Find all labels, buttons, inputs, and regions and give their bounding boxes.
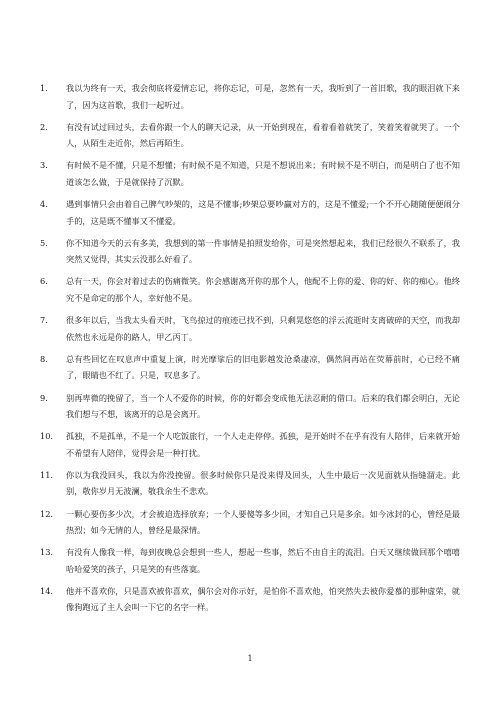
item-text: 你以为我没回头，我以为你没挽留。很多时候你只是没来得及回头，人生中最后一次见面就从指缝溜走。此别，敬你岁月无波澜，敬我余生不悲欢。: [66, 469, 460, 497]
item-number: 14.: [40, 585, 54, 596]
item-text: 他并不喜欢你，只是喜欢被你喜欢，偶尔会对你示好，是怕你不喜欢他，怕突然失去被你爱慕的那种虚荣，就像狗跑远了主人会叫一下它的名字一样。: [66, 585, 460, 613]
item-number: 3.: [40, 160, 48, 171]
item-text: 总有些回忆在叹息声中重复上演，时光摩挲后的旧电影越发沧桑凄凉，偶然间再站在荧幕前时，心已经不痛了，眼睛也不红了。只是，叹息多了。: [66, 353, 460, 381]
item-number: 9.: [40, 392, 48, 403]
list-item: [40, 390, 460, 429]
list-item: [40, 235, 460, 274]
item-number: 10.: [40, 431, 54, 442]
item-text: 有没有试过回过头，去看你跟一个人的聊天记录，从一开始到现在，看着看着就笑了，笑着笑着就哭了。一个人，从陌生走近你，然后再陌生。: [66, 121, 460, 149]
item-text: 总有一天，你会对着过去的伤痛微笑。你会感谢离开你的那个人，他配不上你的爱、你的好、你的痴心。他终究不是命定的那个人，幸好他不是。: [66, 276, 460, 303]
item-number: 11.: [40, 469, 54, 480]
list-item: [40, 80, 460, 119]
item-number: 13.: [40, 547, 54, 558]
list-item: [40, 196, 460, 235]
item-number: 8.: [40, 353, 48, 364]
item-text: 别再卑微的挽留了，当一个人不爱你的时候，你的好都会变成他无法忍耐的借口。后来的我们都会明白，无论我们想与不想，该离开的总是会离开。: [66, 392, 460, 419]
item-number: 12.: [40, 508, 54, 519]
item-number: 4.: [40, 199, 48, 210]
list-item: [40, 119, 460, 158]
item-text: 一颗心要伤多少次，才会被迫选择放弃；一个人要傻等多少回，才知自己只是多余。如今冰封的心，曾经是最热烈；如今无情的人，曾经是最深情。: [66, 508, 460, 536]
list-item: [40, 583, 460, 622]
item-text: 你不知道今天的云有多美，我想到的第一件事情是拍照发给你，可是突然想起来，我们已经很久不联系了，我突然又觉得，其实云没那么好看了。: [66, 237, 460, 265]
list-item: [40, 506, 460, 545]
list-item: [40, 157, 460, 196]
quote-list: [40, 80, 460, 622]
item-number: 1.: [40, 83, 48, 93]
list-item: [40, 544, 460, 583]
list-item: [40, 351, 460, 390]
item-number: 7.: [40, 315, 48, 326]
list-item: [40, 273, 460, 312]
item-number: 2.: [40, 121, 48, 132]
item-number: 5.: [40, 237, 48, 248]
list-item: [40, 312, 460, 351]
item-text: 遇到事情只会由着自己脾气吵架的，这是不懂事;吵架总要吵赢对方的，这是不懂爱;一个不开心随随便便闹分手的，这是既不懂事又不懂爱。: [66, 199, 460, 226]
item-text: 有时候不是不懂，只是不想懂；有时候不是不知道，只是不想说出来；有时候不是不明白，而是明白了也不知道该怎么做，于是就保持了沉默。: [66, 160, 460, 187]
item-text: 孤独，不是孤单，不是一个人吃饭旅行，一个人走走停停。孤独，是开始时不在乎有没有人陪伴，后来就开始不希望有人陪伴，觉得会是一种打扰。: [66, 431, 460, 458]
item-text: 有没有人像我一样，每到夜晚总会想到一些人，想起一些事，然后不由自主的流泪。白天又继续做回那个嘻嘻哈哈爱笑的孩子，只是笑的有些落寞。: [66, 547, 460, 574]
list-item: [40, 467, 460, 506]
item-text: 我以为终有一天，我会彻底将爱情忘记，将你忘记，可是，忽然有一天，我听到了一首旧歌，我的眼泪就下来了，因为这首歌，我们一起听过。: [66, 83, 460, 110]
page-number: 1: [247, 654, 253, 663]
item-text: 很多年以后，当我太头看天时，飞鸟掠过的痕迹已找不到，只剩晃悠悠的浮云流逝时支离破碎的天空，而我却依然也永远是你的路人，甲乙丙丁。: [66, 315, 460, 342]
item-number: 6.: [40, 276, 48, 287]
list-item: [40, 428, 460, 467]
